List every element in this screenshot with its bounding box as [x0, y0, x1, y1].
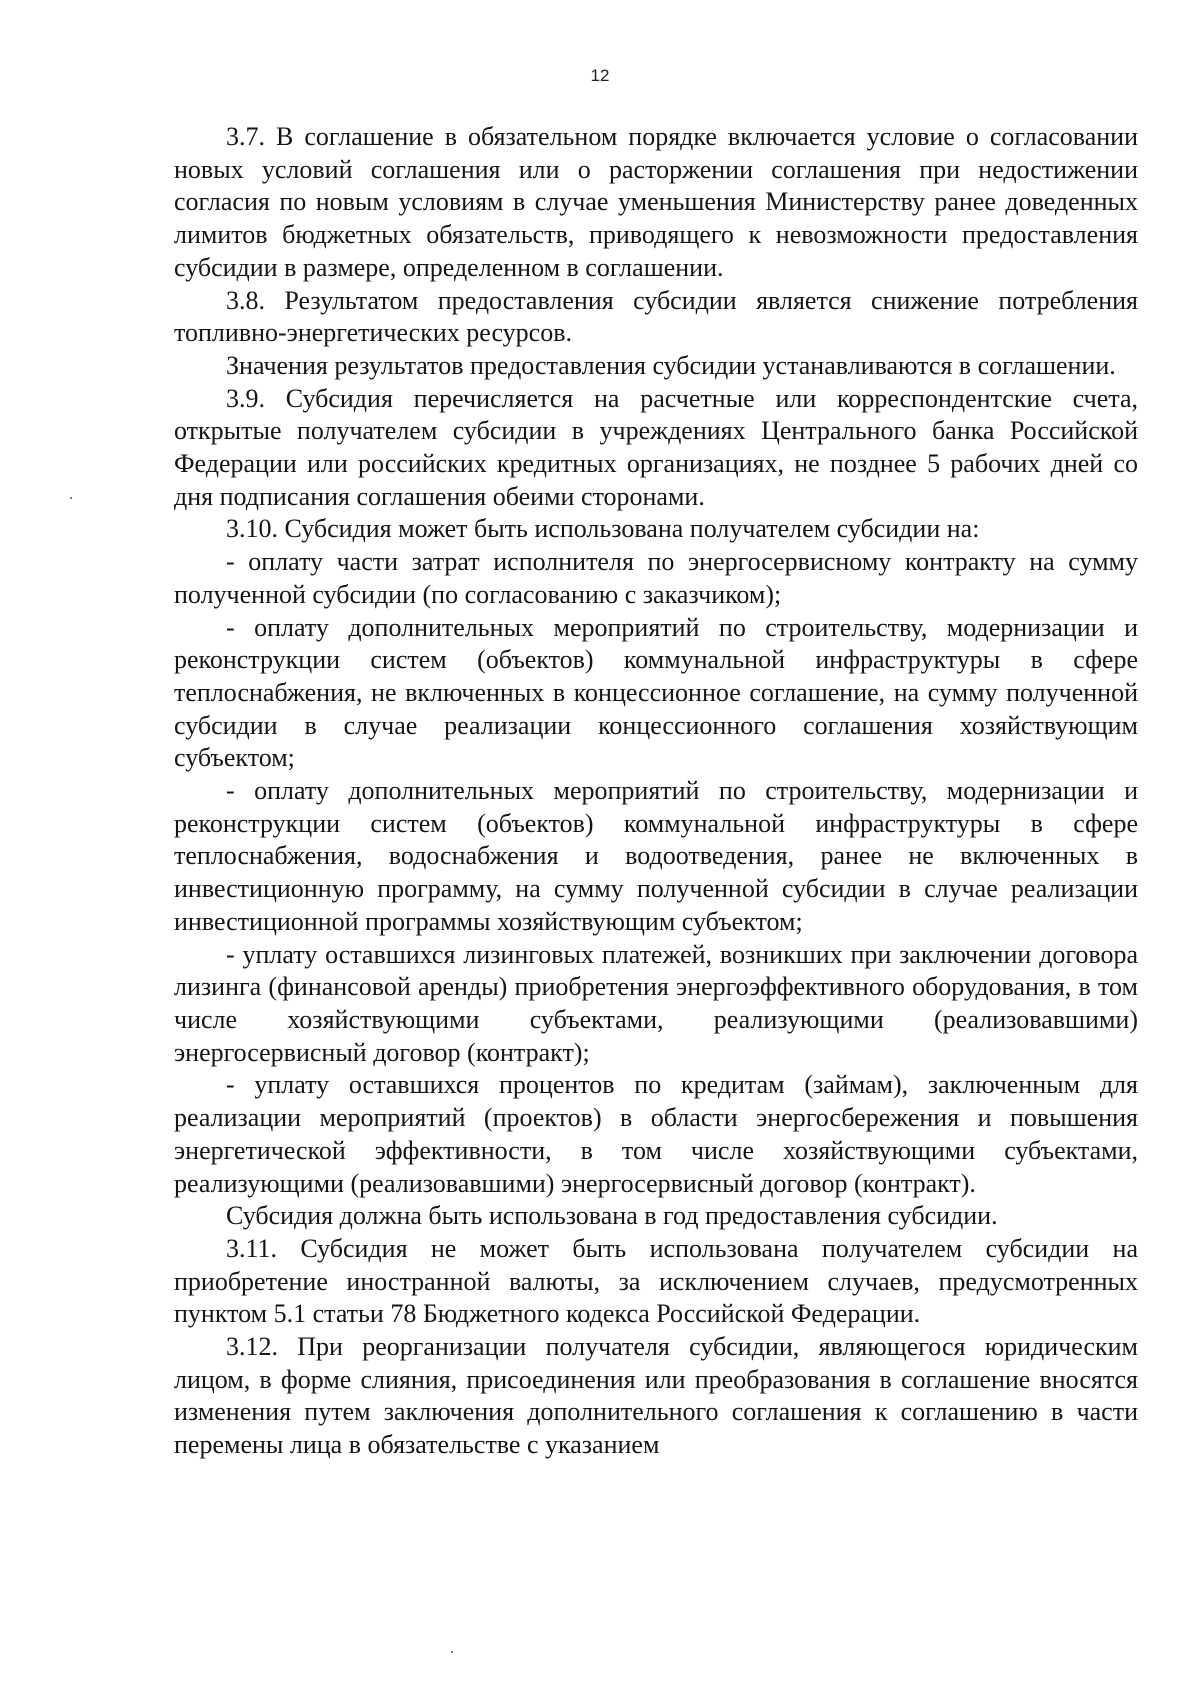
paragraph-3-9: 3.9. Субсидия перечисляется на расчетные или корреспондентские счета, открытые получателем субсидии в учреждениях Центрального банка Российской Федерации или российских кредитных организациях, не позднее 5 рабочих дней со дня подписания соглашения обеими сторонами. — [174, 383, 1138, 511]
paragraph-usage-year: Субсидия должна быть использована в год предоставления субсидии. — [226, 1201, 998, 1231]
paragraph-3-12: 3.12. При реорганизации получателя субсидии, являющегося юридическим лицом, в форме слияния, присоединения или преобразования в соглашение вносятся изменения путем заключения дополнительного соглашения к соглашению в части перемены лица в обязательстве с указанием — [174, 1332, 1138, 1460]
paragraph-3-10: 3.10. Субсидия может быть использована получателем субсидии на: — [226, 514, 980, 544]
scan-speck — [70, 497, 72, 499]
list-item-contract-costs: - оплату части затрат исполнителя по энергосервисному контракту на сумму полученной субсидии (по согласованию с заказчиком); — [174, 547, 1138, 609]
list-item-leasing-payments: - уплату оставшихся лизинговых платежей, возникших при заключении договора лизинга (финансовой аренды) приобретения энергоэффективного оборудования, в том числе хозяйствующими субъектами, реализующими (реализовавшими) энергосервисный договор (контракт); — [174, 939, 1138, 1067]
list-item-concession-measures: - оплату дополнительных мероприятий по строительству, модернизации и реконструкции систем (объектов) коммунальной инфраструктуры в сфере теплоснабжения, не включенных в концессионное соглашение, на сумму полученной субсидии в случае реализации концессионного соглашения хозяйствующим субъектом; — [174, 612, 1138, 773]
scan-speck — [451, 1651, 453, 1653]
paragraph-3-11: 3.11. Субсидия не может быть использована получателем субсидии на приобретение иностранной валюты, за исключением случаев, предусмотренных пунктом 5.1 статьи 78 Бюджетного кодекса Российской Федерации. — [174, 1233, 1138, 1329]
list-item-investment-measures: - оплату дополнительных мероприятий по строительству, модернизации и реконструкции систем (объектов) коммунальной инфраструктуры в сфере теплоснабжения, водоснабжения и водоотведения, ранее не включенных в инвестиционную программу, на сумму полученной субсидии в случае реализации инвестиционной программы хозяйствующим субъектом; — [174, 776, 1138, 936]
document-body — [174, 121, 1138, 1462]
list-item-loan-interest: - уплату оставшихся процентов по кредитам (займам), заключенным для реализации мероприятий (проектов) в области энергосбережения и повышения энергетической эффективности, в том числе хозяйствующими субъектами, реализующими (реализовавшими) энергосервисный договор (контракт). — [174, 1070, 1138, 1198]
page-number: 12 — [590, 66, 610, 85]
paragraph-3-8: 3.8. Результатом предоставления субсидии является снижение потребления топливно-энергетических ресурсов. — [174, 285, 1138, 348]
paragraph-result-values: Значения результатов предоставления субсидии устанавливаются в соглашении. — [226, 350, 1116, 380]
paragraph-3-7: 3.7. В соглашение в обязательном порядке включается условие о согласовании новых условий соглашения или о расторжении соглашения при недостижении согласия по новым условиям в случае уменьшения Министерству ранее доведенных лимитов бюджетных обязательств, приводящего к невозможности предоставления субсидии в размере, определенном в соглашении. — [174, 122, 1138, 282]
